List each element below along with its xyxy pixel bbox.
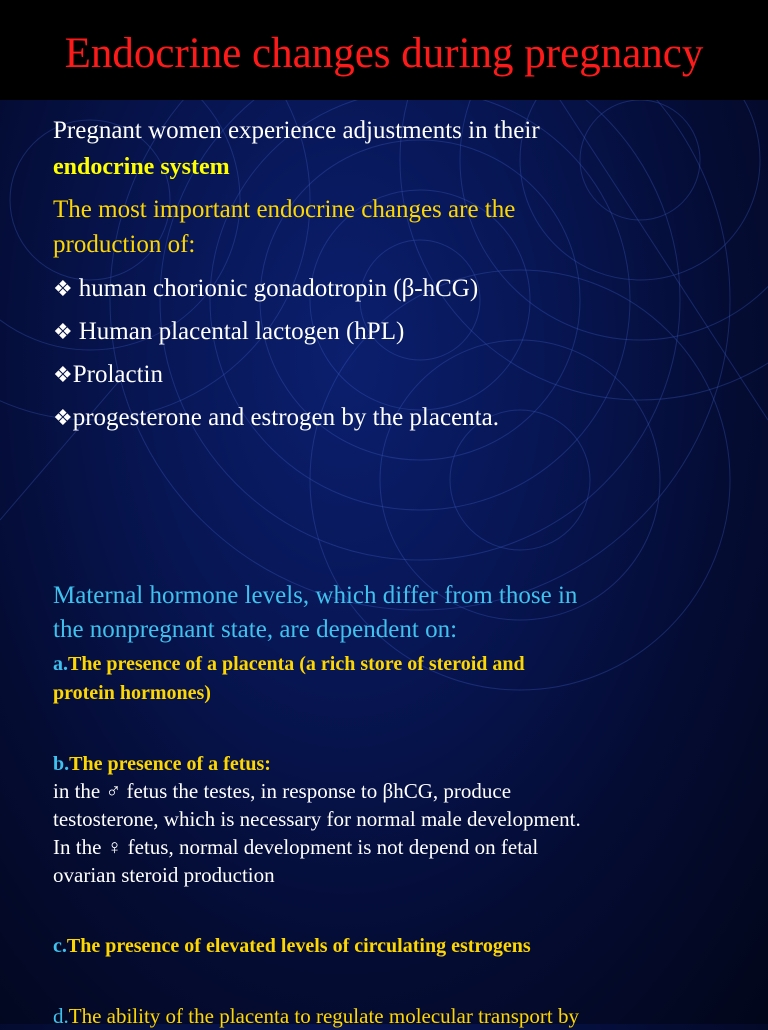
item-b-detail: In the ♀ fetus, normal development is not depend on fetal (53, 835, 539, 859)
item-a-text: The presence of a placenta (a rich store of steroid and (68, 653, 525, 675)
item-c-text: The presence of elevated levels of circulating estrogens (66, 935, 531, 957)
item-c (53, 932, 531, 960)
intro-emphasis: endocrine system (53, 154, 230, 180)
maternal-text-line1: Maternal hormone levels, which differ from those in (53, 582, 578, 609)
item-b-detail: testosterone, which is necessary for normal male development. (53, 807, 581, 831)
intro-text: Pregnant women experience adjustments in their (53, 117, 540, 144)
item-d (53, 1002, 579, 1030)
bullet-item: ❖Prolactin (53, 361, 163, 388)
diamond-bullet-icon: ❖ (53, 362, 73, 387)
item-c-label: c. (53, 935, 67, 957)
maternal-text-line2: the nonpregnant state, are dependent on: (53, 616, 458, 643)
item-b-detail: in the ♂ fetus the testes, in response to βhCG, produce (53, 779, 512, 803)
item-b (53, 750, 271, 778)
item-d-text: The ability of the placenta to regulate molecular transport by (68, 1004, 579, 1028)
item-d-label: d. (53, 1004, 69, 1028)
item-a-label: a. (53, 653, 68, 675)
changes-intro-line1: The most important endocrine changes are the (53, 196, 516, 223)
bullet-item: ❖progesterone and estrogen by the placenta. (53, 404, 499, 431)
item-a (53, 650, 525, 678)
item-a-text-cont: protein hormones) (53, 682, 211, 704)
diamond-bullet-icon: ❖ (53, 276, 73, 301)
diamond-bullet-icon: ❖ (53, 405, 73, 430)
diamond-bullet-icon: ❖ (53, 319, 73, 344)
bullet-item: ❖ human chorionic gonadotropin (β-hCG) (53, 275, 479, 302)
item-b-detail: ovarian steroid production (53, 863, 275, 887)
item-b-label: b. (53, 753, 70, 775)
item-b-heading: The presence of a fetus: (69, 753, 271, 775)
bullet-item: ❖ Human placental lactogen (hPL) (53, 318, 405, 345)
changes-intro-line2: production of: (53, 231, 196, 258)
slide-title: Endocrine changes during pregnancy (64, 30, 704, 77)
